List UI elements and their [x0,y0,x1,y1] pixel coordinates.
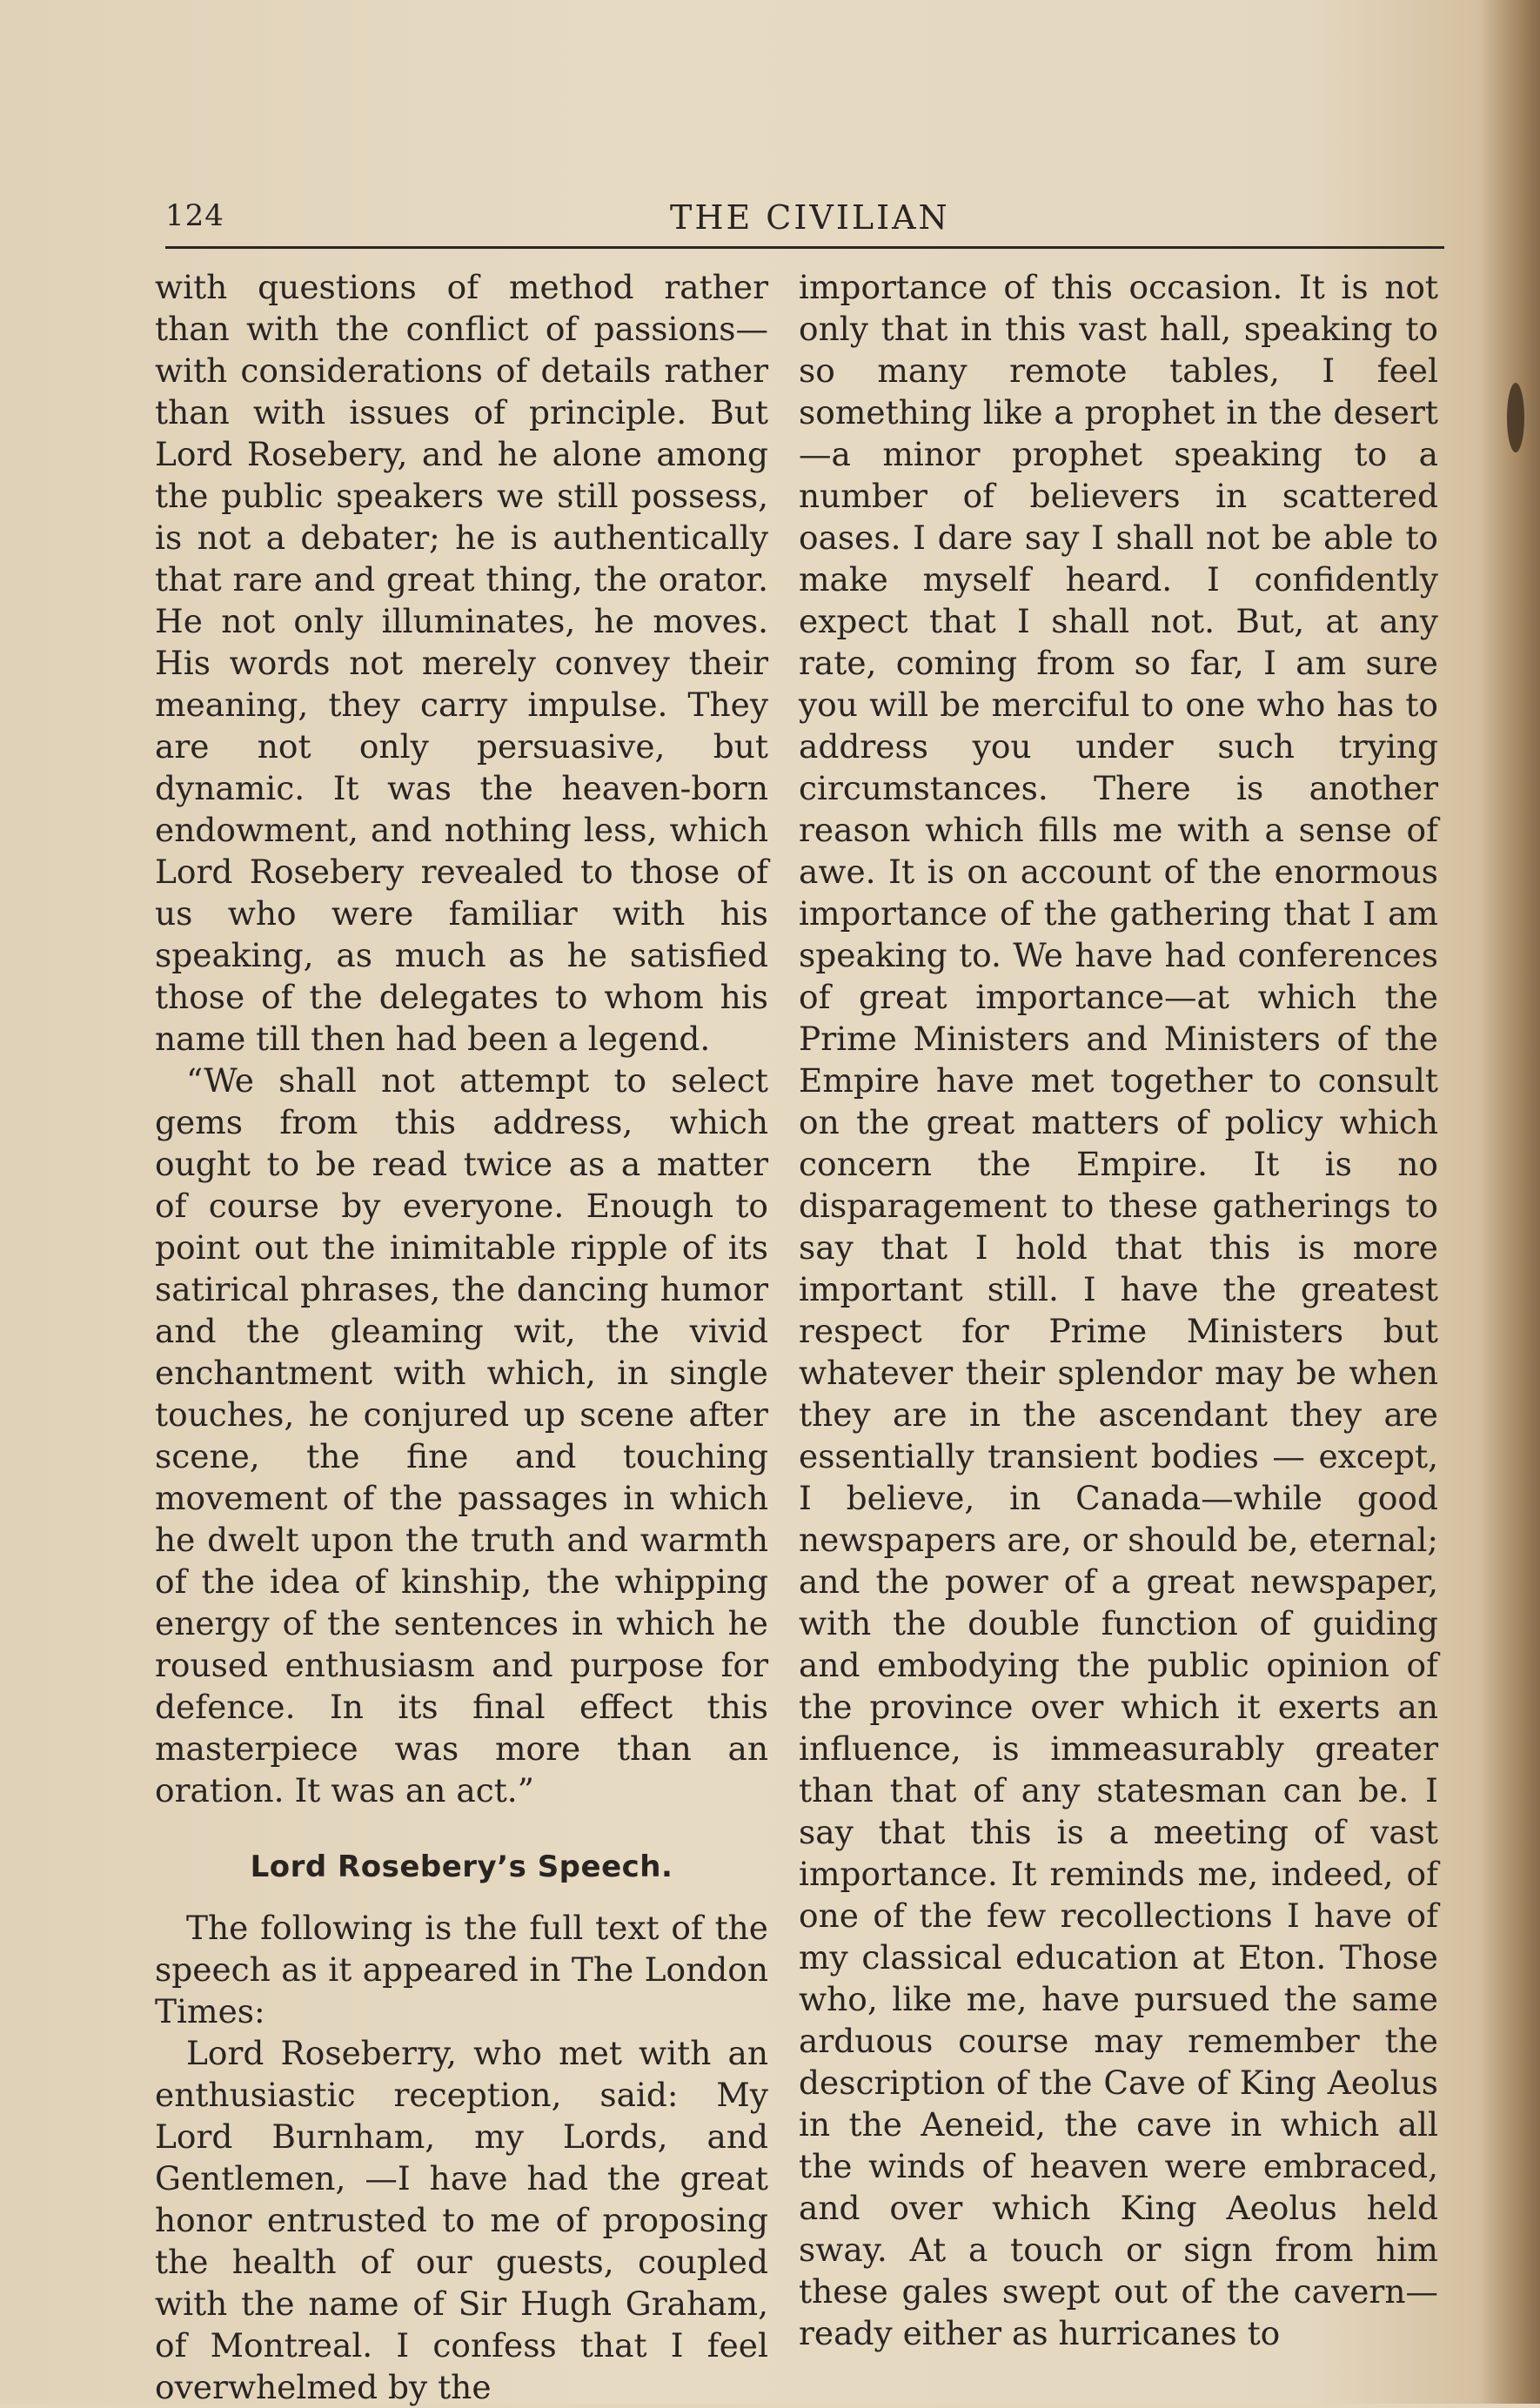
header-rule [165,246,1444,249]
left-paragraph-4: Lord Roseberry, who met with an enthusiastic reception, said: My Lord Burnham, my Lords, and Gentlemen, —I have had the great honor entrusted to me of proposing the health of our guests, coupled with the name of Sir Hugh Graham, of Montreal. I confess that I feel overwhelmed by the [155,2034,768,2406]
page-header [165,193,1444,237]
left-paragraph-1: with questions of method rather than with the conflict of passions—with considerations of details rather than with issues of principle. But Lord Rosebery, and he alone among the public speakers we still possess, is not a debater; he is authentically that rare and great thing, the orator. He not only illuminates, he moves. His words not merely convey their meaning, they carry impulse. They are not only persuasive, but dynamic. It was the heaven-born endowment, and nothing less, which Lord Rosebery revealed to those of us who were familiar with his speaking, as much as he satisfied those of the delegates to whom his name till then had been a legend. [155,268,768,1058]
section-subheading: Lord Rosebery’s Speech. [250,1849,673,1884]
right-paragraph-1: importance of this occasion. It is not only that in this vast hall, speaking to so many remote tables, I feel something like a prophet in the desert —a minor prophet speaking to a number of believers in scattered oases. I dare say I shall not be able to make myself heard. I confidently expect that I shall not. But, at any rate, coming from so far, I am sure you will be merciful to one who has to address you under such trying circumstances. There is another reason which fills me with a sense of awe. It is on account of the enormous importance of the gathering that I am speaking to. We have had conferences of great importance—at which the Prime Ministers and Ministers of the Empire have met together to consult on the great matters of policy which concern the Empire. It is no disparagement to these gatherings to say that I hold that this is more important still. I have the greatest respect for Prime Ministers but whatever their splendor may be when they are in the ascendant they are essentially transient bodies — except, I believe, in Canada—while good newspapers are, or should be, eternal; and the power of a great newspaper, with the double function of guiding and embodying the public opinion of the province over which it exerts an influence, is immeasurably greater than that of any statesman can be. I say that this is a meeting of vast importance. It reminds me, indeed, of one of the few recollections I have of my classical education at Eton. Those who, like me, have pursued the same arduous course may remember the description of the Cave of King Aeolus in the Aeneid, the cave in which all the winds of heaven were embraced, and over which King Aeolus held sway. At a touch or sign from him these gales swept out of the cavern—ready either as hurricanes to [799,268,1438,2352]
right-column [799,266,1438,2371]
running-title: THE CIVILIAN [670,198,950,237]
left-column [155,266,768,2406]
page-number: 124 [165,198,224,233]
left-paragraph-2: “We shall not attempt to select gems from this address, which ought to be read twice as a matter of course by everyone. Enough to point out the inimitable ripple of its satirical phrases, the dancing humor and the gleaming wit, the vivid enchantment with which, in single touches, he conjured up scene after scene, the fine and touching movement of the passages in which he dwelt upon the truth and warmth of the idea of kinship, the whipping energy of the sentences in which he roused enthusiasm and purpose for defence. In its final effect this masterpiece was more than an oration. It was an act.” [155,1061,768,1809]
binding-mark [1507,383,1524,452]
left-paragraph-3: The following is the full text of the speech as it appeared in The London Times: [155,1909,768,2030]
page-edge-shadow [1479,0,1540,2404]
